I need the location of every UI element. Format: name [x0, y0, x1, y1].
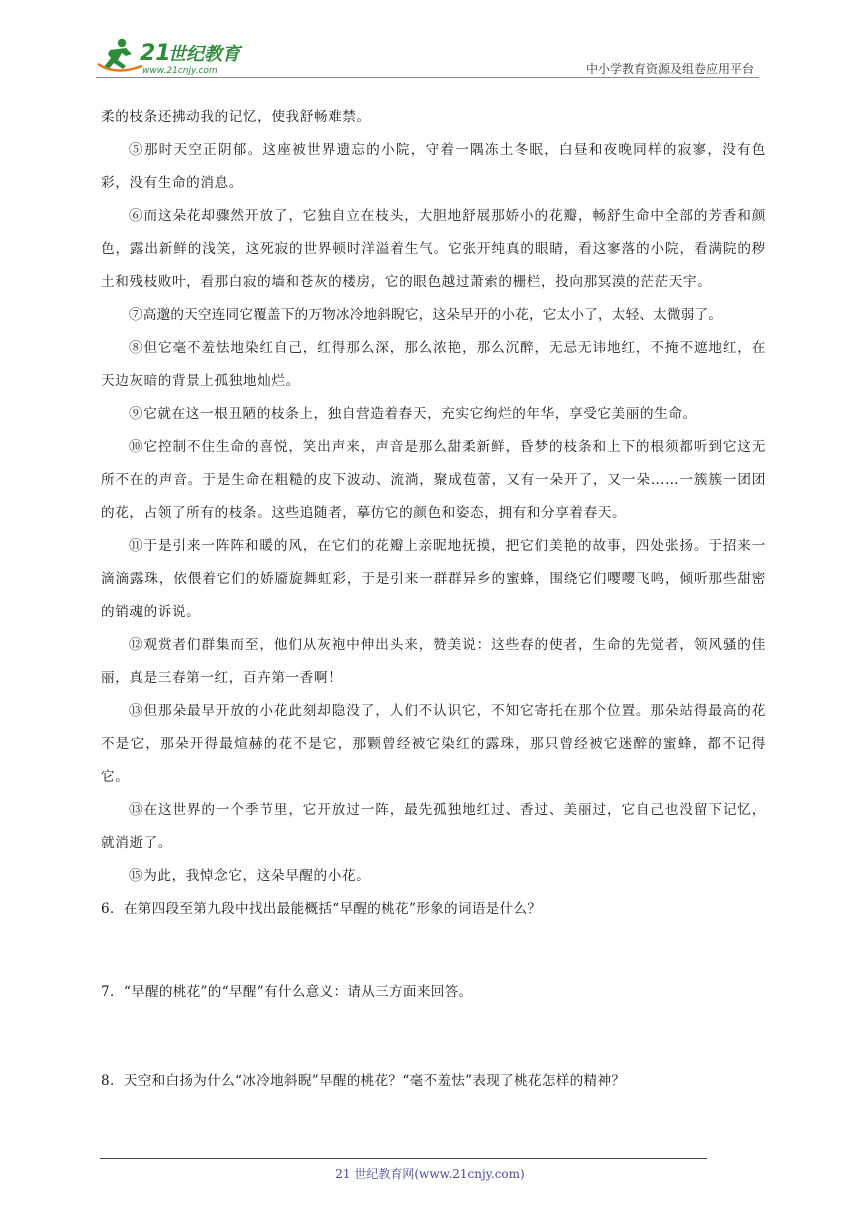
paragraph: ⑦高邈的天空连同它覆盖下的万物冰冷地斜睨它，这朵早开的小花，它太小了，太轻、太微弱了。 — [129, 307, 723, 323]
paragraph: ⑩它控制不住生命的喜悦，笑出声来，声音是那么甜柔新鲜，昏梦的枝条和上下的根须都听到它这无所不在的声音。于是生命在粗糙的皮下波动、流淌，聚成苞蕾，又有一朵开了，又一朵……一簇簇一团团的花，占领了所有的枝条。这些追随者，摹仿它的颜色和姿态，拥有和分享着春天。 — [101, 439, 766, 521]
question-6: 6．在第四段至第九段中找出最能概括“早醒的桃花”形象的词语是什么？ — [101, 901, 542, 917]
paragraph: ⑬但那朵最早开放的小花此刻却隐没了，人们不认识它，不知它寄托在那个位置。那朵站得最高的花不是它，那朵开得最煊赫的花不是它，那颗曾经被它染红的露珠，那只曾经被它迷醉的蜜蜂，都不记得它。 — [101, 703, 766, 785]
footer-divider — [100, 1158, 707, 1159]
header-divider — [96, 77, 759, 78]
paragraph: ⑬在这世界的一个季节里，它开放过一阵，最先孤独地红过、香过、美丽过，它自己也没留下记忆，就消逝了。 — [101, 802, 766, 851]
paragraph: ⑧但它毫不羞怯地染红自己，红得那么深，那么浓艳，那么沉醉，无忌无讳地红，不掩不遮地红，在天边灰暗的背景上孤独地灿烂。 — [101, 340, 766, 389]
runner-logo-icon — [98, 39, 142, 71]
svg-text:世纪教育: 世纪教育 — [168, 44, 240, 65]
site-logo — [96, 36, 266, 76]
paragraph: ⑮为此，我悼念它，这朵早醒的小花。 — [129, 868, 371, 884]
paragraph: ⑨它就在这一根丑陋的枝条上，独自营造着春天，充实它绚烂的年华，享受它美丽的生命。 — [129, 406, 697, 422]
answer-space — [101, 926, 766, 976]
footer-text: 21 世纪教育网(www.21cnjy.com) — [335, 1167, 525, 1181]
page-header — [96, 30, 758, 78]
svg-text:21: 21 — [140, 41, 171, 66]
document-body — [101, 101, 766, 1098]
paragraph: ⑪于是引来一阵阵和暖的风，在它们的花瓣上亲昵地抚摸，把它们美艳的故事，四处张扬。于招来一滴滴露珠，依偎着它们的娇靥旋舞虹彩，于是引来一群群异乡的蜜蜂，围绕它们嘤嘤飞鸣，倾听那些甜密的销魂的诉说。 — [101, 538, 766, 620]
question-7: 7．“早醒的桃花”的“早醒”有什么意义：请从三方面来回答。 — [101, 984, 473, 1000]
platform-label: 中小学教育资源及组卷应用平台 — [585, 62, 754, 76]
paragraph: ⑫观赏者们群集而至，他们从灰袍中伸出头来，赞美说：这些春的使者，生命的先觉者，领风骚的佳丽，真是三春第一红，百卉第一香啊！ — [101, 637, 766, 686]
paragraph: ⑤那时天空正阴郁。这座被世界遗忘的小院，守着一隅冻土冬眠，白昼和夜晚同样的寂寥，没有色彩，没有生命的消息。 — [101, 142, 766, 191]
answer-space — [101, 1009, 766, 1065]
svg-text:www.21cnjy.com: www.21cnjy.com — [142, 66, 218, 76]
paragraph: ⑥而这朵花却骤然开放了，它独自立在枝头，大胆地舒展那娇小的花瓣，畅舒生命中全部的芳香和颜色，露出新鲜的浅笑，这死寂的世界顿时洋溢着生气。它张开纯真的眼睛，看这寥落的小院，看满院的秽土和残枝败叶，看那白寂的墙和苍灰的楼房，它的眼色越过萧索的栅栏，投向那冥漠的茫茫天宇。 — [101, 208, 766, 290]
paragraph: 柔的枝条还拂动我的记忆，使我舒畅难禁。 — [101, 109, 371, 125]
question-8: 8．天空和白扬为什么“冰冷地斜睨”早醒的桃花？“毫不羞怯”表现了桃花怎样的精神？ — [101, 1073, 626, 1089]
